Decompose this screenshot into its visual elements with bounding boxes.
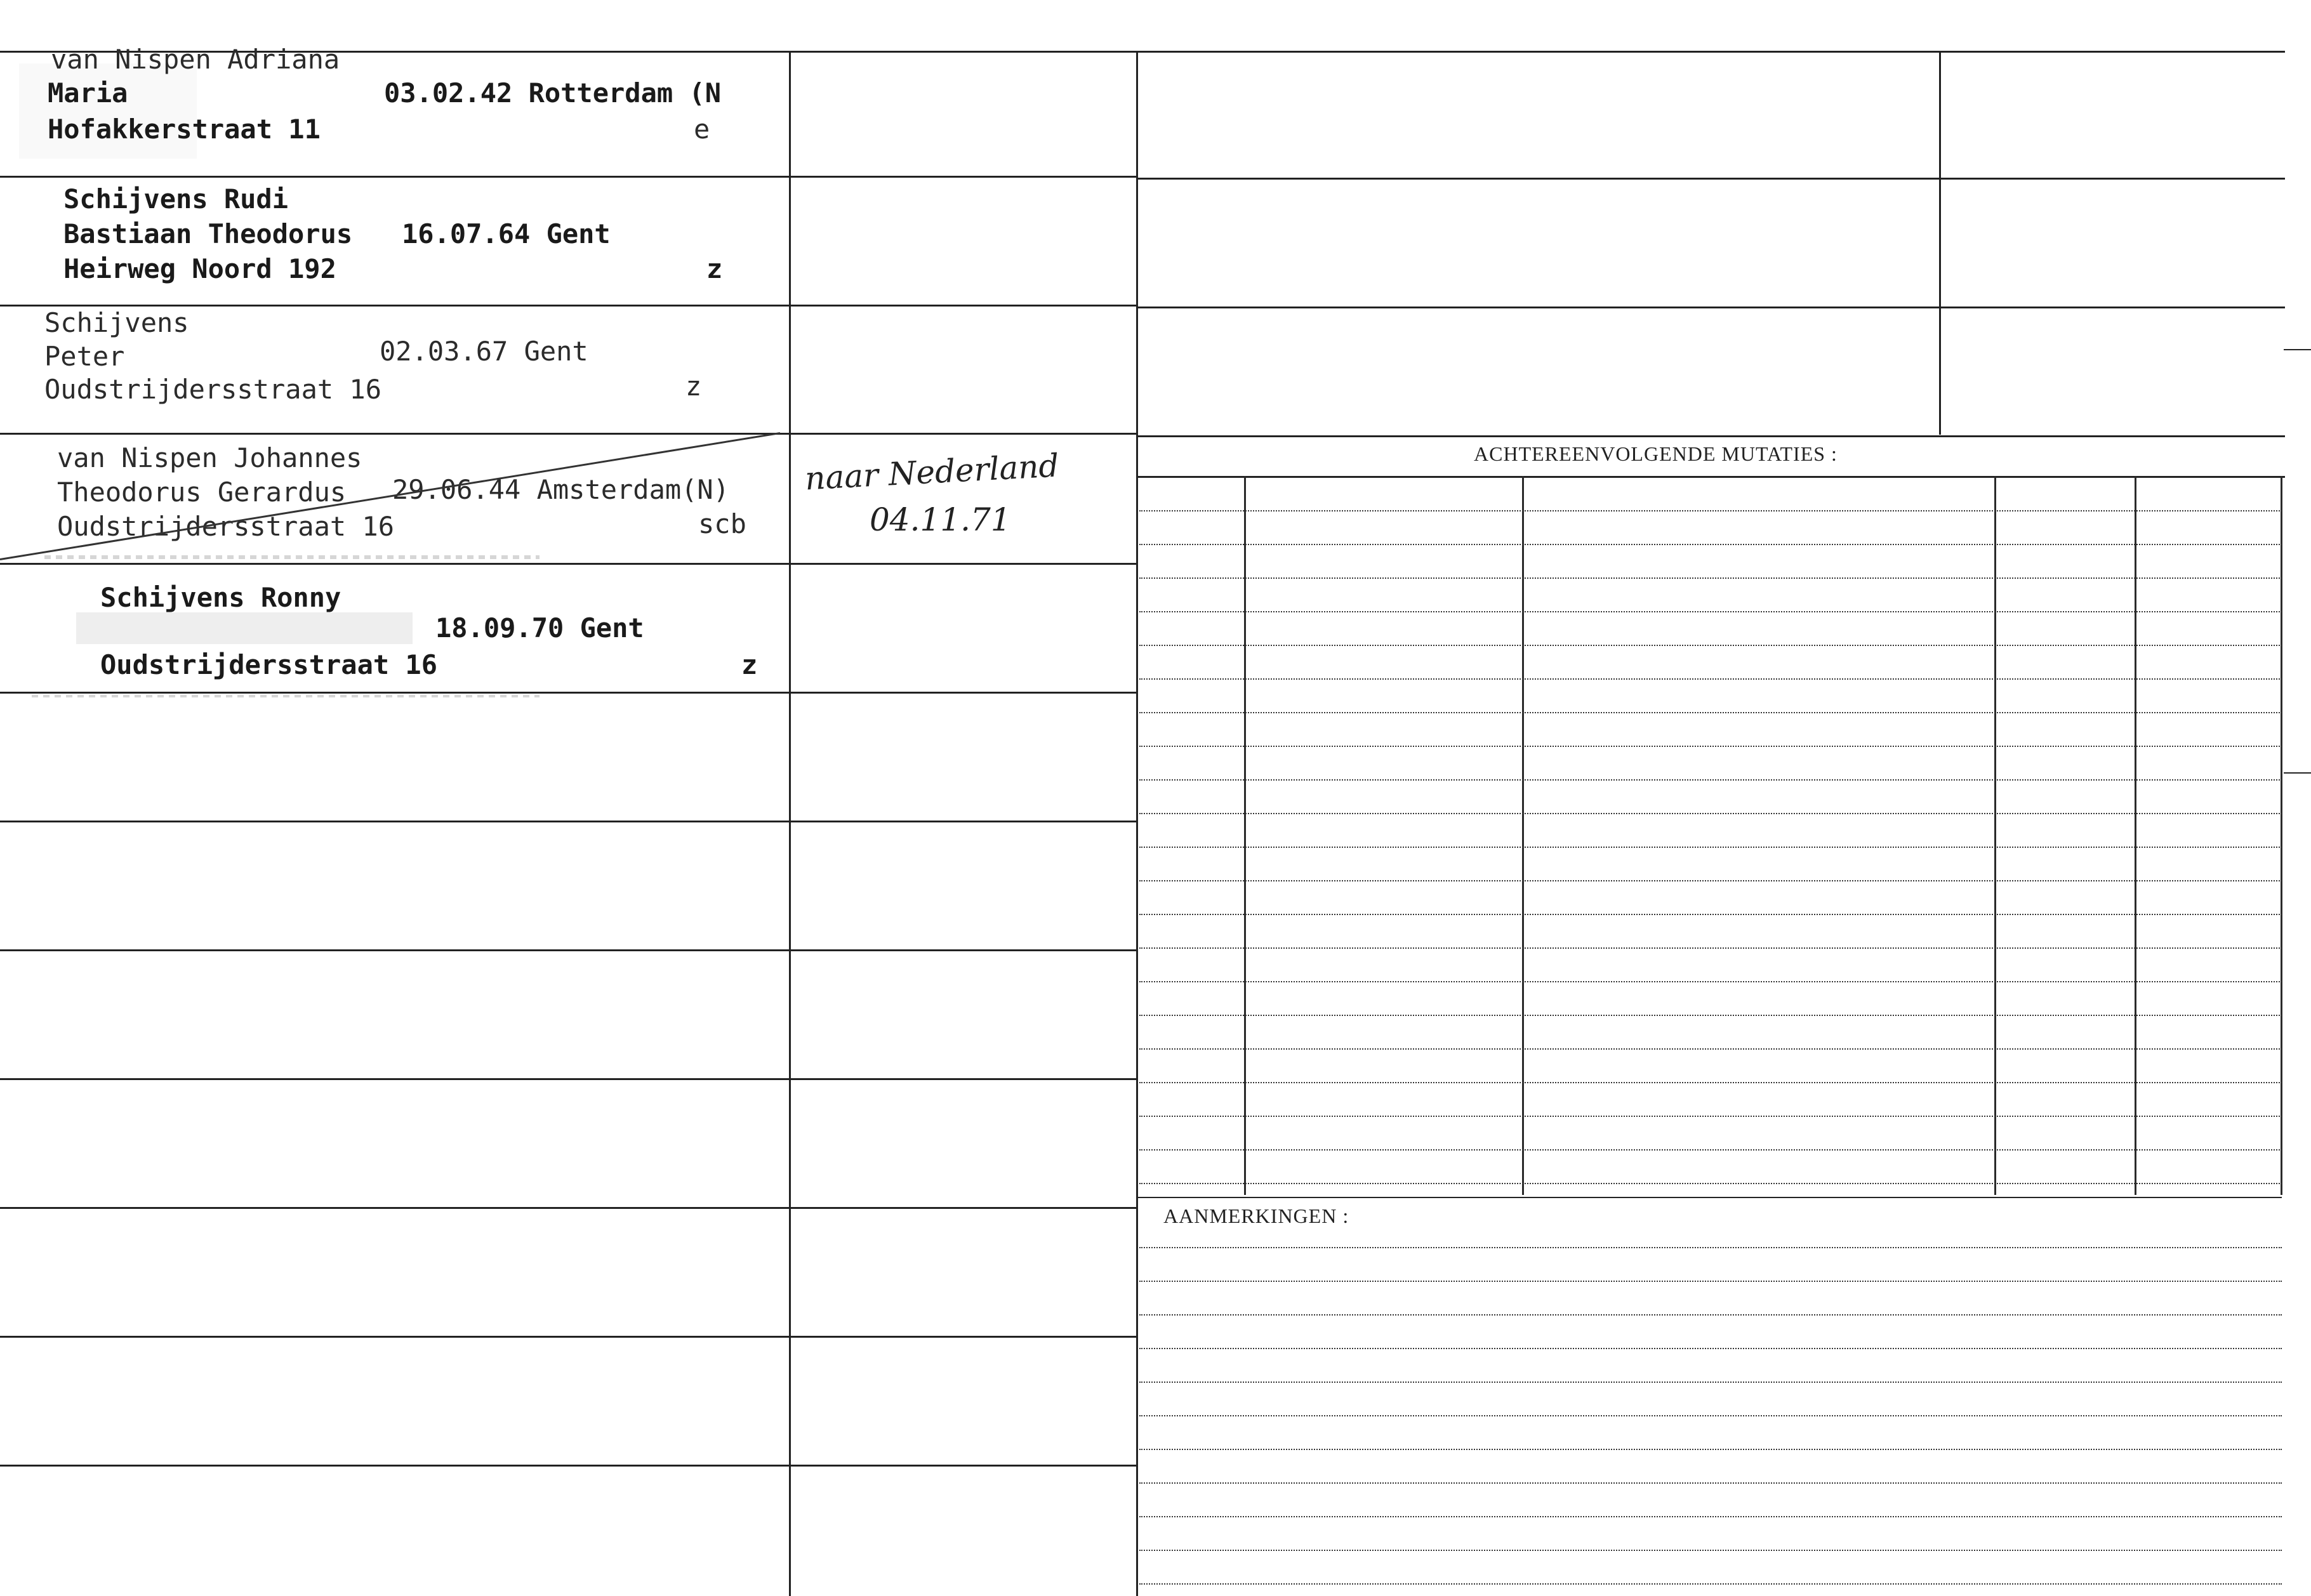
record-name-line2: Theodorus Gerardus (57, 477, 347, 508)
record-address: Heirweg Noord 192 (63, 253, 336, 284)
mutations-rule (1139, 847, 2282, 848)
edge-tick (2284, 349, 2311, 350)
section-divider (1136, 51, 1138, 1596)
mutations-rule (1139, 611, 2282, 612)
remarks-rule (1139, 1281, 2282, 1282)
mutations-column-line (1522, 476, 1524, 1195)
mutations-rule (1139, 1183, 2282, 1184)
remarks-rule (1139, 1247, 2282, 1248)
mutations-column-line (2135, 476, 2136, 1195)
mutations-rule (1139, 779, 2282, 781)
record-name-line2: Bastiaan Theodorus (63, 218, 353, 249)
row-separator (0, 1078, 1136, 1080)
record-name-line1: Schijvens (44, 307, 189, 338)
remarks-title: AANMERKINGEN : (1163, 1204, 1349, 1227)
mutations-header-border (1136, 476, 2285, 478)
mutations-rule (1139, 678, 2282, 680)
mutations-rule (1139, 1048, 2282, 1050)
handwritten-note-line1: naar Nederland (804, 447, 1060, 498)
mutations-rule (1139, 1015, 2282, 1016)
remarks-rule (1139, 1550, 2282, 1551)
remarks-rule (1139, 1449, 2282, 1450)
record-address: Oudstrijdersstraat 16 (44, 374, 382, 405)
mutations-rule (1139, 1149, 2282, 1151)
mutations-column-line (1244, 476, 1246, 1195)
remarks-rule (1139, 1382, 2282, 1383)
row-separator (0, 1336, 1136, 1338)
mutations-rule (1139, 1082, 2282, 1083)
remarks-rule (1139, 1314, 2282, 1316)
mutations-rule (1139, 645, 2282, 646)
record-birth: 18.09.70 Gent (435, 612, 644, 643)
remarks-rule (1139, 1482, 2282, 1484)
record-birth: 03.02.42 Rotterdam (N (384, 77, 722, 109)
record-name-line1: van Nispen Johannes (57, 442, 362, 473)
mutations-rule (1139, 947, 2282, 949)
mutations-rule (1139, 880, 2282, 881)
record-name-line2: Peter (44, 341, 125, 372)
mutations-top-border (1136, 435, 2285, 437)
mutations-rule (1139, 544, 2282, 545)
record-code: z (706, 253, 723, 284)
record-address: Oudstrijdersstraat 16 (100, 649, 438, 680)
record-name-line1: Schijvens Rudi (63, 183, 289, 214)
right-row-separator (1136, 178, 2285, 180)
stamp-smudge (76, 612, 413, 644)
row-separator (0, 692, 1136, 694)
edge-tick (2284, 772, 2311, 774)
record-address: Oudstrijdersstraat 16 (57, 511, 395, 542)
row-separator (0, 821, 1136, 822)
mutations-rule (1139, 914, 2282, 915)
right-row-separator (1136, 307, 2285, 308)
top-border (0, 51, 2285, 53)
record-code: e (694, 114, 710, 145)
row-separator (0, 176, 1136, 178)
row-separator (0, 305, 1136, 307)
left-column-divider (789, 51, 791, 1596)
mutations-title: ACHTEREENVOLGENDE MUTATIES : (1474, 442, 1838, 465)
remarks-rule (1139, 1516, 2282, 1517)
record-birth: 29.06.44 Amsterdam(N) (392, 474, 730, 505)
record-address: Hofakkerstraat 11 (48, 114, 321, 145)
remarks-rule (1139, 1348, 2282, 1349)
remarks-top-border (1136, 1197, 2282, 1198)
record-code: z (741, 649, 758, 680)
smudge (32, 695, 540, 697)
record-code: scb (698, 508, 746, 539)
record-name-line1: Schijvens Ronny (100, 582, 341, 613)
mutations-rule (1139, 510, 2282, 511)
record-code: z (685, 371, 702, 402)
mutations-column-line (2281, 476, 2282, 1195)
mutations-rule (1139, 577, 2282, 579)
row-separator (0, 1465, 1136, 1467)
mutations-rule (1139, 712, 2282, 713)
mutations-rule (1139, 746, 2282, 747)
handwritten-note-line2: 04.11.71 (870, 501, 1011, 538)
remarks-rule (1139, 1583, 2282, 1585)
mutations-rule (1139, 981, 2282, 982)
record-birth: 02.03.67 Gent (380, 336, 588, 367)
mutations-rule (1139, 813, 2282, 814)
mutations-column-line (1994, 476, 1996, 1195)
row-separator (0, 563, 1136, 565)
record-name-line1: van Nispen Adriana (51, 44, 340, 75)
smudge (44, 555, 540, 559)
mutations-rule (1139, 1116, 2282, 1117)
right-top-divider (1939, 51, 1941, 435)
remarks-rule (1139, 1415, 2282, 1416)
row-separator (0, 949, 1136, 951)
record-birth: 16.07.64 Gent (402, 218, 611, 249)
row-separator (0, 1207, 1136, 1209)
row-separator (0, 433, 1136, 435)
record-name-line2: Maria (48, 77, 128, 109)
